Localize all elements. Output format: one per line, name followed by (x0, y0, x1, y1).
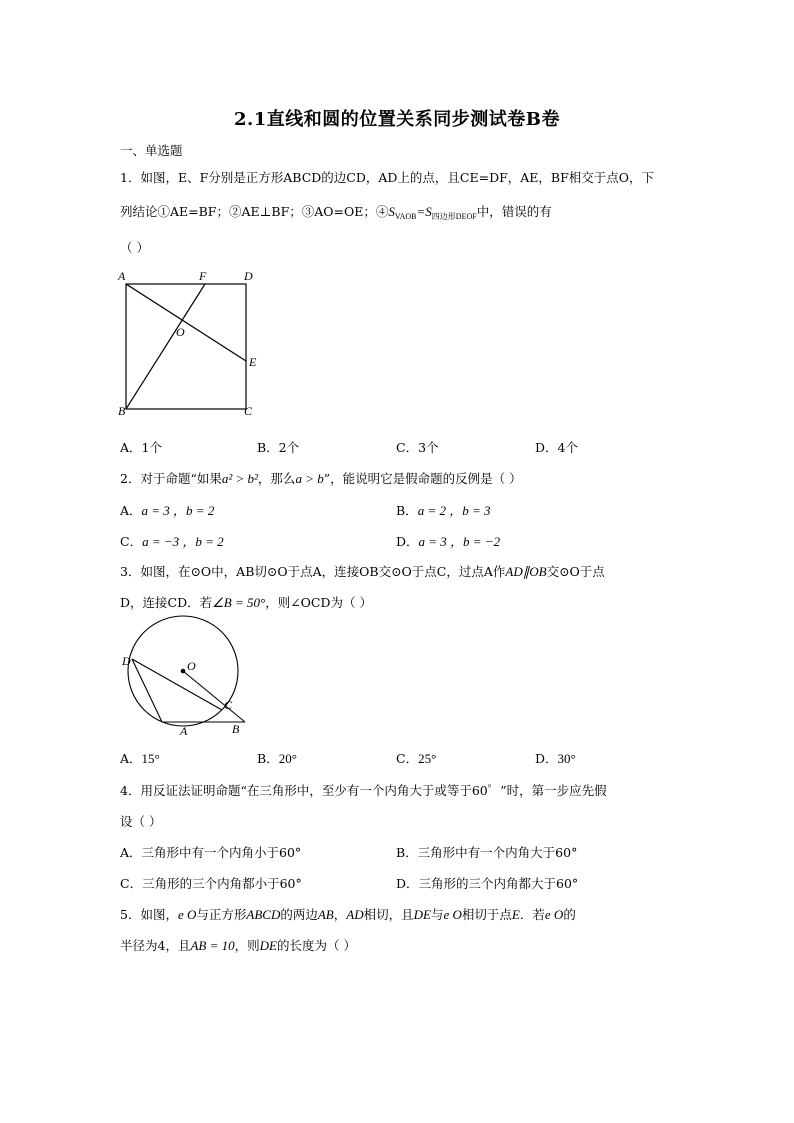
q1-square-figure (112, 265, 272, 420)
q3-label-c: C (224, 698, 233, 712)
q4-option-c: C．三角形的三个内角都小于60° (120, 876, 302, 891)
q1-option-b: B．2个 (257, 440, 300, 455)
q5-text-line1: 5．如图，e O与正方形ABCD的两边AB，AD相切，且DE与e O相切于点E．若e O的 (120, 907, 576, 922)
q3-circle-figure (112, 615, 262, 740)
q3-option-a: A．15° (120, 751, 160, 766)
q2-condition: a² > b² (221, 471, 258, 486)
q5-text-line2: 半径为4，且AB = 10，则DE的长度为（ ） (120, 938, 356, 953)
q3-option-b: B．20° (257, 751, 297, 766)
q1-option-c: C．3个 (396, 440, 439, 455)
q2-text: 2．对于命题“如果a² > b²，那么a > b”，能说明它是假命题的反例是（ ） (120, 471, 522, 486)
q1-option-a: A．1个 (120, 440, 162, 455)
q3-text-line2: D，连接CD．若∠B = 50°，则∠OCD为（ ） (120, 595, 372, 610)
q1-answer-blank: （ ） (120, 240, 149, 255)
page-title: 2.1直线和圆的位置关系同步测试卷B卷 (233, 109, 561, 130)
q3-label-a: A (180, 724, 188, 738)
q1-label-b: B (118, 404, 126, 418)
section-heading: 一、单选题 (120, 143, 183, 158)
q4-text-line1: 4．用反证法证明命题“在三角形中，至少有一个内角大于或等于60゜”时，第一步应先假 (120, 783, 607, 798)
q1-label-o: O (176, 325, 185, 339)
q1-label-e: E (249, 355, 257, 369)
q1-option-d: D．4个 (535, 440, 578, 455)
q1-label-a: A (118, 269, 126, 283)
q4-option-d: D．三角形的三个内角都大于60° (396, 876, 579, 891)
q1-statements: 列结论①AE=BF；②AE⊥BF；③AO=OE；④ (120, 204, 389, 219)
q3-label-b: B (232, 722, 240, 736)
q1-label-f: F (199, 269, 207, 283)
q3-option-c: C．25° (396, 751, 437, 766)
q1-area-deof: $S_{四边形DEOF}$ (425, 204, 477, 221)
q4-text-line2: 设（ ） (120, 814, 162, 829)
q2-option-c: C．a = −3 ，b = 2 (120, 534, 224, 549)
q3-label-o: O (187, 659, 196, 673)
q1-area-aob: $S_{VAOB}$ (388, 204, 417, 221)
q3-text-line1: 3．如图，在⊙O中，AB切⊙O于点A，连接OB交⊙O于点C，过点A作AD∥OB交⊙O于点 (120, 564, 605, 579)
q1-label-c: C (244, 404, 253, 418)
q2-option-a: A．a = 3 ，b = 2 (120, 503, 215, 518)
q2-conclusion: a > b (295, 471, 324, 486)
q2-option-d: D．a = 3 ，b = −2 (396, 534, 501, 549)
q1-text-line2: 列结论①AE=BF；②AE⊥BF；③AO=OE；$④S_{VAOB}=S_{四边形DEOF}$中，错误的有 (120, 204, 552, 221)
q1-text-line1: 1．如图，E、F分别是正方形ABCD的边CD，AD上的点，且CE=DF，AE，BF相交于点O，下 (120, 170, 655, 185)
q4-option-b: B．三角形中有一个内角大于60° (396, 845, 578, 860)
q3-option-d: D．30° (535, 751, 576, 766)
q4-option-a: A．三角形中有一个内角小于60° (120, 845, 302, 860)
q3-label-d: D (122, 654, 131, 668)
q1-label-d: D (244, 269, 253, 283)
q2-option-b: B．a = 2 ，b = 3 (396, 503, 491, 518)
